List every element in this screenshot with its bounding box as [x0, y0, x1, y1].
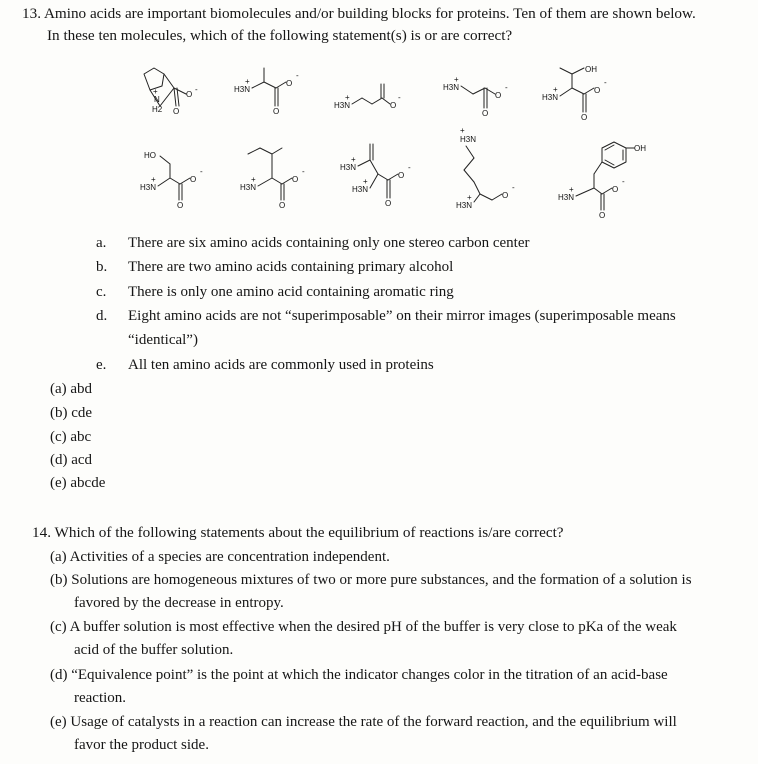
q14-option-a[interactable]: (a) Activities of a species are concentration independent.	[50, 549, 390, 565]
molecule-alanine	[232, 62, 312, 127]
molecule-beta-alanine	[332, 78, 412, 123]
q13-choice-c[interactable]: (c) abc	[50, 429, 92, 445]
amine-charge: +	[467, 193, 472, 202]
carbonyl-o: O	[599, 211, 606, 220]
molecule-lysine	[450, 128, 540, 214]
molecule-isoleucine	[238, 140, 318, 214]
carboxylate-o: O	[502, 191, 509, 200]
carbonyl-o: O	[581, 113, 588, 122]
carboxylate-o: O	[594, 86, 601, 95]
amine-label-side: H3N	[460, 135, 477, 144]
q13-choice-d[interactable]: (d) acd	[50, 452, 93, 468]
molecule-serine	[138, 148, 218, 214]
carboxylate-charge: -	[512, 183, 515, 192]
amine-charge-side: +	[460, 126, 465, 135]
carbonyl-o: O	[279, 201, 286, 210]
carboxylate-o: O	[390, 101, 397, 110]
amine-label: H3N	[542, 93, 559, 102]
molecule-proline	[118, 52, 218, 127]
q13-choice-b[interactable]: (b) cde	[50, 405, 93, 421]
q14-option-c[interactable]: (c) A buffer solution is most effective when the desired pH of the buffer is very close to pKa of the weak	[50, 619, 677, 635]
amine-label: H3N	[558, 193, 575, 202]
hydroxyl-label: OH	[585, 65, 597, 74]
carboxylate-charge: -	[398, 93, 401, 102]
q14-option-e[interactable]: (e) Usage of catalysts in a reaction can increase the rate of the forward reaction, and the equilibrium will	[50, 714, 677, 730]
carboxylate-charge: -	[200, 167, 203, 176]
amine-label: H3N	[240, 183, 257, 192]
amine-charge: +	[245, 77, 250, 86]
amine-charge: +	[151, 175, 156, 184]
q13-stem-line1	[22, 5, 696, 23]
carboxylate-charge: -	[604, 78, 607, 87]
molecule-threonine	[540, 60, 630, 132]
ring-h2-label: H2	[152, 105, 163, 114]
statement-letter-b: b.	[96, 259, 108, 275]
carboxylate-o: O	[495, 91, 502, 100]
ring-nh-charge: +	[153, 87, 158, 96]
q14-option-b[interactable]: (b) Solutions are homogeneous mixtures of two or more pure substances, and the formation of a solution is	[50, 572, 692, 588]
amine-label: H3N	[140, 183, 157, 192]
amine-label: H3N	[443, 83, 460, 92]
statement-text-d: Eight amino acids are not “superimposable” on their mirror images (superimposable means	[128, 308, 676, 324]
carboxylate-charge: -	[195, 85, 198, 94]
amine-label: H3N	[234, 85, 251, 94]
hydroxyl-label: OH	[634, 144, 646, 153]
molecule-glycine	[441, 68, 521, 128]
q14-option-d-cont: reaction.	[74, 690, 127, 706]
amine-label-top: H3N	[340, 163, 357, 172]
amine-charge-bottom: +	[363, 177, 368, 186]
amine-charge: +	[569, 185, 574, 194]
statement-text-c: There is only one amino acid containing aromatic ring	[128, 284, 454, 300]
q14-option-b-cont: favored by the decrease in entropy.	[74, 595, 284, 611]
q14-option-e-cont: favor the product side.	[74, 737, 209, 753]
statement-letter-d: d.	[96, 308, 108, 324]
amine-charge-top: +	[351, 155, 356, 164]
q13-choice-a[interactable]: (a) abd	[50, 381, 93, 397]
amine-charge: +	[553, 85, 558, 94]
carbonyl-o: O	[273, 107, 280, 116]
carboxylate-charge: -	[296, 71, 299, 80]
amine-charge: +	[345, 93, 350, 102]
carboxylate-charge: -	[408, 163, 411, 172]
carboxylate-o: O	[190, 175, 197, 184]
q13-number: 13.	[22, 5, 41, 22]
statement-letter-c: c.	[96, 284, 107, 300]
q14-stem	[32, 524, 564, 542]
q13-stem-text: Amino acids are important biomolecules and/or building blocks for proteins. Ten of them are shown below.	[43, 5, 696, 22]
amine-label-bottom: H3N	[352, 185, 369, 194]
molecule-diamino-acid	[338, 138, 428, 214]
q14-number: 14.	[32, 524, 51, 541]
statement-text-e: All ten amino acids are commonly used in proteins	[128, 357, 434, 373]
q13-stem-line2: In these ten molecules, which of the following statement(s) is or are correct?	[47, 27, 513, 44]
statement-letter-e: e.	[96, 357, 107, 373]
q13-choice-e[interactable]: (e) abcde	[50, 475, 106, 491]
statement-letter-a: a.	[96, 235, 107, 251]
q14-option-d[interactable]: (d) “Equivalence point” is the point at which the indicator changes color in the titration of an acid-base	[50, 667, 668, 683]
carboxylate-charge: -	[302, 167, 305, 176]
carbonyl-o: O	[482, 109, 489, 118]
amine-label: H3N	[334, 101, 351, 110]
carbonyl-o: O	[173, 107, 180, 116]
statement-text-a: There are six amino acids containing only one stereo carbon center	[128, 235, 530, 251]
molecule-tyrosine	[556, 138, 666, 222]
ring-nh-label: N	[154, 95, 160, 104]
carboxylate-o: O	[286, 79, 293, 88]
carbonyl-o: O	[177, 201, 184, 210]
statement-text-d-cont: “identical”)	[128, 332, 198, 348]
carboxylate-o: O	[612, 185, 619, 194]
amine-charge: +	[251, 175, 256, 184]
hydroxyl-label: HO	[144, 151, 156, 160]
q14-stem-text: Which of the following statements about the equilibrium of reactions is/are correct?	[54, 524, 564, 541]
carboxylate-charge: -	[622, 177, 625, 186]
carboxylate-o: O	[186, 90, 193, 99]
carbonyl-o: O	[385, 199, 392, 208]
carboxylate-charge: -	[505, 83, 508, 92]
amine-label: H3N	[456, 201, 473, 210]
carboxylate-o: O	[292, 175, 299, 184]
q14-option-c-cont: acid of the buffer solution.	[74, 642, 234, 658]
amine-charge: +	[454, 75, 459, 84]
carboxylate-o: O	[398, 171, 405, 180]
statement-text-b: There are two amino acids containing primary alcohol	[128, 259, 454, 275]
